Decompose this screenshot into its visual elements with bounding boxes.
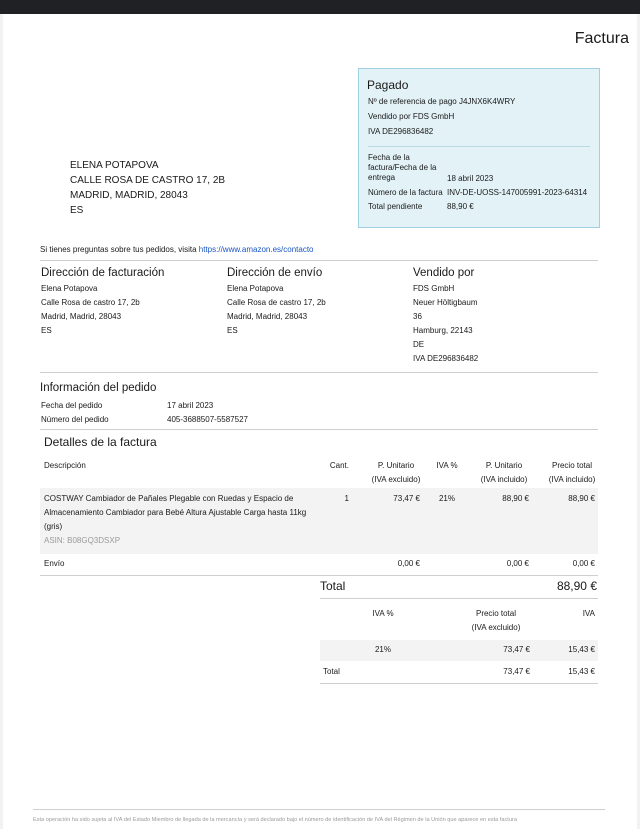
payment-reference: Nº de referencia de pago J4JNX6K4WRY: [368, 97, 516, 106]
item-qty: 1: [344, 494, 349, 503]
billing-heading: Dirección de facturación: [41, 267, 165, 279]
item-unit-excl: 73,47 €: [393, 494, 420, 503]
col-vat: IVA %: [436, 461, 458, 470]
payment-divider: [368, 146, 590, 147]
payment-vat: IVA DE296836482: [368, 127, 434, 136]
divider: [40, 429, 598, 430]
customer-city: MADRID, MADRID, 28043: [70, 190, 188, 201]
vat-row-total: 73,47 €: [503, 645, 530, 654]
footer-note: Esta operación ha sido sujeta al IVA del Estado Miembro de llegada de la mercancía y será declarado bajo el número de identificación de IVA del Régimen de la Unión que aparece en esta factura: [33, 817, 517, 823]
vat-row-iva: 15,43 €: [568, 645, 595, 654]
delivery-date: 18 abril 2023: [447, 174, 494, 183]
delivery-date-label: Fecha de la factura/Fecha de la entrega: [368, 153, 437, 182]
shipping-total: 0,00 €: [572, 559, 595, 568]
customer-country: ES: [70, 205, 84, 216]
details-heading: Detalles de la factura: [44, 435, 157, 449]
vat-col-total: Precio total (IVA excluido): [471, 609, 521, 632]
order-date-label: Fecha del pedido: [41, 401, 103, 410]
col-total: Precio total (IVA incluido): [548, 461, 596, 484]
divider: [320, 598, 598, 599]
contact-text: Si tienes preguntas sobre tus pedidos, visita: [40, 245, 197, 254]
order-number-label: Número del pedido: [41, 415, 109, 424]
item-asin: ASIN: B08GQ3DSXP: [44, 536, 121, 545]
invoice-number-label: Número de la factura: [368, 188, 443, 197]
order-date: 17 abril 2023: [167, 401, 214, 410]
shipping-address: Elena Potapova Calle Rosa de castro 17, 2b Madrid, Madrid, 28043 ES: [227, 284, 326, 335]
contact-line: [40, 243, 314, 257]
total-due: 88,90 €: [447, 202, 474, 211]
col-qty: Cant.: [329, 461, 349, 470]
vat-total-iva: 15,43 €: [568, 667, 595, 676]
customer-street: CALLE ROSA DE CASTRO 17, 2B: [70, 175, 226, 186]
customer-name: ELENA POTAPOVA: [70, 160, 159, 171]
invoice-title: Factura: [574, 30, 629, 47]
item-total: 88,90 €: [568, 494, 595, 503]
divider: [40, 372, 598, 373]
shipping-label: Envío: [44, 559, 65, 568]
total-value: 88,90 €: [556, 579, 597, 593]
total-due-label: Total pendiente: [368, 202, 423, 211]
invoice-number: INV-DE-UOSS-147005991-2023-64314: [447, 188, 588, 197]
footer-divider: [33, 809, 605, 810]
col-unit-price-incl: P. Unitario (IVA incluido): [480, 461, 528, 484]
divider: [40, 575, 598, 576]
shipping-unit-excl: 0,00 €: [397, 559, 420, 568]
vat-row-vat: 21%: [374, 645, 391, 654]
item-vat: 21%: [438, 494, 455, 503]
customer-address: [70, 158, 225, 218]
vat-total-total: 73,47 €: [503, 667, 530, 676]
shipping-heading: Dirección de envío: [227, 267, 323, 279]
order-heading: Información del pedido: [40, 382, 157, 394]
vat-total-label: Total: [323, 667, 340, 676]
divider: [40, 260, 598, 261]
payment-sold-by: Vendido por FDS GmbH: [368, 112, 455, 121]
item-description: COSTWAY Cambiador de Pañales Plegable con Ruedas y Espacio de Almacenamiento Cambiador para Bebé Altura Ajustable Carga hasta 11kg (gris) ASIN: B08GQ3DSXP: [44, 492, 306, 548]
seller-heading: Vendido por: [413, 267, 475, 279]
seller-address: FDS GmbH Neuer Höltigbaum 36 Hamburg, 22143 DE IVA DE296836482: [413, 284, 479, 363]
vat-col-iva: IVA: [582, 609, 595, 618]
payment-summary-box: [358, 68, 600, 228]
col-description: Descripción: [44, 461, 86, 470]
divider: [320, 683, 598, 684]
payment-status: Pagado: [367, 78, 409, 92]
billing-address: Elena Potapova Calle Rosa de castro 17, 2b Madrid, Madrid, 28043 ES: [41, 284, 140, 335]
invoice-page: [3, 14, 637, 829]
total-label: Total: [320, 579, 346, 593]
item-unit-incl: 88,90 €: [502, 494, 529, 503]
shipping-unit-incl: 0,00 €: [506, 559, 529, 568]
top-bar: [0, 0, 640, 14]
vat-col-vat: IVA %: [372, 609, 394, 618]
col-unit-price: P. Unitario (IVA excluido): [371, 461, 421, 484]
contact-link[interactable]: https://www.amazon.es/contacto: [198, 245, 314, 254]
order-number: 405-3688507-5587527: [167, 415, 248, 424]
